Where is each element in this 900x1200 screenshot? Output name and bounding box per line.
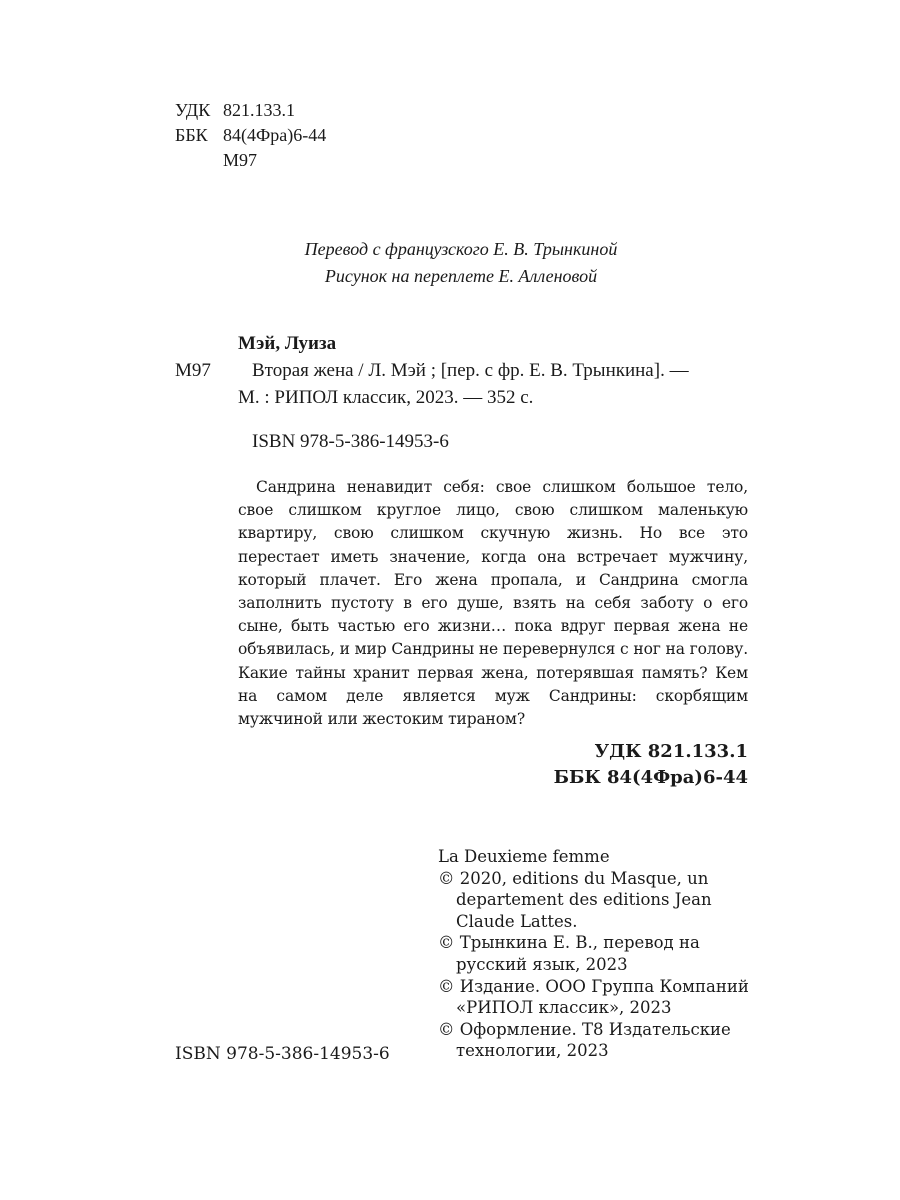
copyright-block [438, 846, 758, 1062]
bbk-label: ББК [175, 125, 208, 145]
isbn-main: ISBN 978-5-386-14953-6 [252, 431, 449, 452]
annotation-text: Сандрина ненавидит себя: свое слишком большое тело, свое слишком круглое лицо, свою слишком маленькую квартиру, свою слишком скучную жизнь. Но все это перестает иметь значение, когда она встречает мужчину, который плачет. Его жена пропала, и Сандрина смогла заполнить пустоту в его душе, взять на себя заботу о его сыне, быть частью его жизни… пока вдруг первая жена не объявилась, и мир Сандрины не перевернулся с ног на голову. Какие тайны хранит первая жена, потерявшая память? Кем на самом деле является муж Сандрины: скорбящим мужчиной или жестоким тираном? [238, 478, 748, 729]
catalog-line-1: Вторая жена / Л. Мэй ; [пер. с фр. Е. В. Трынкина]. — [252, 360, 689, 381]
author-mark: М97 [223, 150, 258, 170]
isbn-bottom: ISBN 978-5-386-14953-6 [175, 1044, 390, 1064]
bbk-value: 84(4Фра)6-44 [223, 125, 327, 145]
right-codes [554, 739, 748, 791]
classification-codes [175, 98, 326, 173]
copyright-item: © Издание. ООО Группа Компаний «РИПОЛ классик», 2023 [438, 976, 749, 1018]
copyright-item: © Оформление. Т8 Издательские технологии, 2023 [438, 1019, 731, 1061]
copyright-item: © 2020, editions du Masque, un departement des editions Jean Claude Lattes. [438, 868, 712, 931]
annotation [238, 476, 748, 731]
original-title: La Deuxieme femme [438, 847, 610, 866]
right-udk: УДК 821.133.1 [594, 741, 748, 762]
translation-credit: Перевод с французского Е. В. Трынкиной [304, 239, 618, 259]
catalog-author: Мэй, Луиза [238, 333, 337, 354]
credits [0, 236, 900, 290]
udk-value: 821.133.1 [223, 100, 295, 120]
copyright-item: © Трынкина Е. В., перевод на русский язык, 2023 [438, 933, 700, 974]
catalog-code: М97 [175, 360, 211, 381]
right-bbk: ББК 84(4Фра)6-44 [553, 767, 748, 788]
illustration-credit: Рисунок на переплете Е. Алленовой [324, 266, 598, 286]
udk-label: УДК [175, 100, 211, 120]
catalog-line-2: М. : РИПОЛ классик, 2023. — 352 с. [238, 387, 534, 408]
